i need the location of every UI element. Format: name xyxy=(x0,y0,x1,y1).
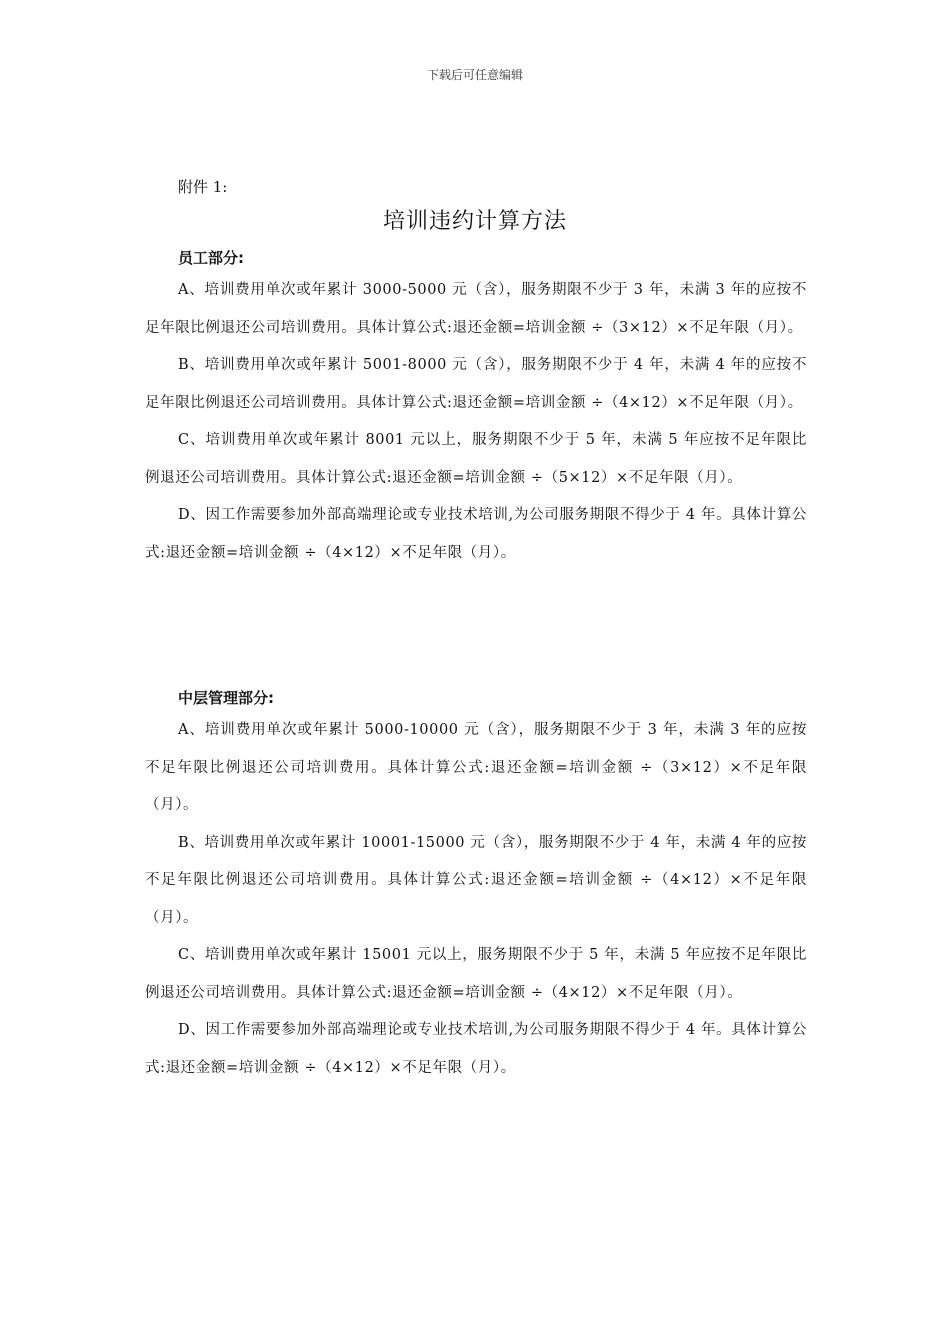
clause-management-a: A、培训费用单次或年累计 5000-10000 元（含），服务期限不少于 3 年，未满 3 年的应按不足年限比例退还公司培训费用。具体计算公式:退还金额=培训金额 ÷（3×12）×不足年限（月）。 xyxy=(145,722,807,813)
clause-management-c: C、培训费用单次或年累计 15001 元以上，服务期限不少于 5 年，未满 5 年应按不足年限比例退还公司培训费用。具体计算公式:退还金额=培训金额 ÷（4×12）×不足年限（月）。 xyxy=(145,947,807,1001)
section-heading-employee: 员工部分: xyxy=(178,249,244,267)
clause-management-b: B、培训费用单次或年累计 10001-15000 元（含），服务期限不少于 4 年，未满 4 年的应按不足年限比例退还公司培训费用。具体计算公式:退还金额=培训金额 ÷（4×12）×不足年限（月）。 xyxy=(145,834,807,926)
attachment-label: 附件 1: xyxy=(178,178,228,196)
clause-employee-a: A、培训费用单次或年累计 3000-5000 元（含），服务期限不少于 3 年，未满 3 年的应按不足年限比例退还公司培训费用。具体计算公式:退还金额=培训金额 ÷（3×12）×不足年限（月）。 xyxy=(145,282,807,336)
section-heading-middle-management: 中层管理部分: xyxy=(178,689,274,707)
clause-employee-d: D、因工作需要参加外部高端理论或专业技术培训,为公司服务期限不得少于 4 年。具体计算公式:退还金额=培训金额 ÷（4×12）×不足年限（月）。 xyxy=(145,507,807,561)
header-note: 下载后可任意编辑 xyxy=(426,68,523,82)
clause-management-d: D、因工作需要参加外部高端理论或专业技术培训,为公司服务期限不得少于 4 年。具体计算公式:退还金额=培训金额 ÷（4×12）×不足年限（月）。 xyxy=(145,1022,807,1076)
clause-employee-b: B、培训费用单次或年累计 5001-8000 元（含），服务期限不少于 4 年，未满 4 年的应按不足年限比例退还公司培训费用。具体计算公式:退还金额=培训金额 ÷（4×12）×不足年限（月）。 xyxy=(145,357,807,411)
clause-employee-c: C、培训费用单次或年累计 8001 元以上，服务期限不少于 5 年，未满 5 年应按不足年限比例退还公司培训费用。具体计算公式:退还金额=培训金额 ÷（5×12）×不足年限（月）。 xyxy=(145,432,807,486)
section-employee xyxy=(145,244,807,572)
document-title: 培训违约计算方法 xyxy=(382,209,567,234)
section-middle-management xyxy=(145,684,807,1087)
